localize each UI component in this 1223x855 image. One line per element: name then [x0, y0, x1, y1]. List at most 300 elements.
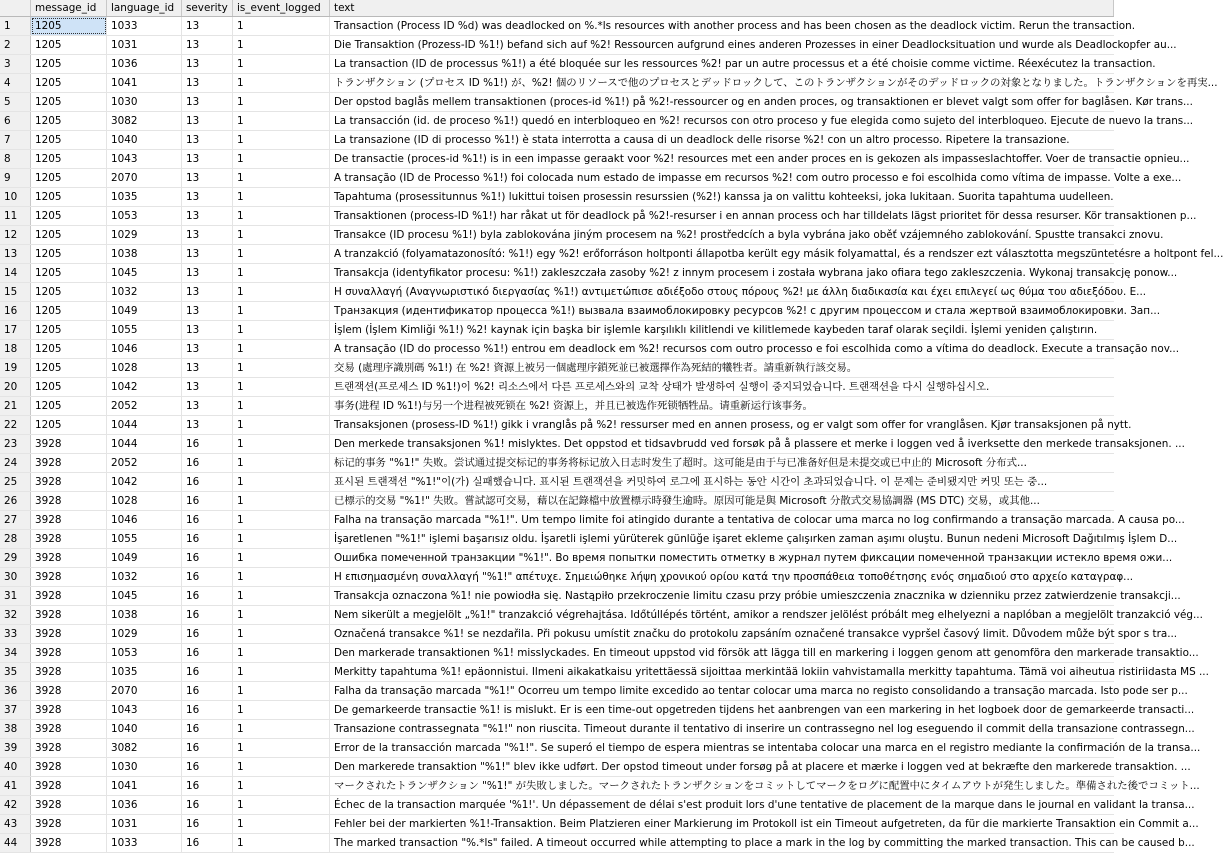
text-cell[interactable]: Транзакция (идентификатор процесса %1!) вызвала взаимоблокировку ресурсов %2! с другим процессом и стала жертвой взаимоблокировки. Зап... — [334, 305, 1161, 317]
message-id-cell[interactable]: 1205 — [31, 245, 107, 263]
row-number[interactable]: 39 — [0, 739, 31, 757]
row-number[interactable]: 11 — [0, 207, 31, 225]
text-cell[interactable]: Η συναλλαγή (Αναγνωριστικό διεργασίας %1!) αντιμετώπισε αδιέξοδο στους πόρους %2! με άλλη διαδικασία και έχει επιλεγεί ως θύμα του αδιεξόδου. Ε... — [334, 286, 1147, 298]
table-row[interactable] — [0, 131, 1114, 150]
table-row[interactable] — [0, 606, 1203, 625]
text-cell[interactable]: マークされたトランザクション "%1!" が失敗しました。マークされたトランザクションをコミットしてマークをログに配置中にタイムアウトが発生しました。準備された後でコミット... — [334, 780, 1200, 792]
text-cell[interactable]: Error de la transacción marcada "%1!". Se superó el tiempo de espera mientras se intentaba colocar una marca en el registro mediante la confirmación de la transa... — [334, 742, 1201, 754]
language-id-cell[interactable]: 1044 — [107, 435, 182, 453]
table-row[interactable] — [0, 397, 1114, 416]
severity-cell[interactable]: 13 — [182, 245, 233, 263]
severity-cell[interactable]: 13 — [182, 283, 233, 301]
severity-cell[interactable]: 16 — [182, 530, 233, 548]
text-cell[interactable]: Falha da transação marcada "%1!" Ocorreu um tempo limite excedido ao tentar colocar uma marca no registo consolidando a transação marcada. Isto pode ser p... — [334, 685, 1188, 697]
message-id-cell[interactable]: 1205 — [31, 93, 107, 111]
language-id-cell[interactable]: 1028 — [107, 359, 182, 377]
severity-cell[interactable]: 13 — [182, 112, 233, 130]
language-id-cell[interactable]: 1046 — [107, 511, 182, 529]
severity-cell[interactable]: 13 — [182, 321, 233, 339]
is-event-logged-cell[interactable]: 1 — [233, 150, 330, 168]
severity-cell[interactable]: 16 — [182, 815, 233, 833]
table-row[interactable] — [0, 549, 1173, 568]
table-row[interactable] — [0, 663, 1209, 682]
severity-cell[interactable]: 16 — [182, 663, 233, 681]
is-event-logged-cell[interactable]: 1 — [233, 796, 330, 814]
table-row[interactable] — [0, 682, 1188, 701]
table-row[interactable] — [0, 834, 1195, 853]
row-number[interactable]: 27 — [0, 511, 31, 529]
table-row[interactable] — [0, 568, 1134, 587]
text-cell[interactable]: A transação (ID de Processo %1!) foi colocada num estado de impasse em recursos %2! com outro processo e foi escolhida como vítima de impasse. Volte a exe... — [334, 172, 1182, 184]
table-row[interactable] — [0, 777, 1200, 796]
row-number[interactable]: 9 — [0, 169, 31, 187]
row-number[interactable]: 3 — [0, 55, 31, 73]
text-cell[interactable]: 事务(进程 ID %1!)与另一个进程被死锁在 %2! 资源上，并且已被选作死锁牺牲品。请重新运行该事务。 — [334, 400, 813, 412]
text-cell[interactable]: De gemarkeerde transactie %1! is mislukt. Er is een time-out opgetreden tijdens het aanbrengen van een markering in het logboek door de gemarkeerde transacti... — [334, 704, 1195, 716]
row-number[interactable]: 30 — [0, 568, 31, 586]
language-id-cell[interactable]: 1045 — [107, 264, 182, 282]
severity-cell[interactable]: 16 — [182, 796, 233, 814]
table-row[interactable] — [0, 378, 1114, 397]
text-cell[interactable]: The marked transaction "%.*ls" failed. A timeout occurred while attempting to place a mark in the log by committing the marked transaction. This can be caused b... — [334, 837, 1195, 849]
row-number[interactable]: 17 — [0, 321, 31, 339]
column-header-is-event-logged[interactable]: is_event_logged — [233, 0, 330, 16]
row-number[interactable]: 22 — [0, 416, 31, 434]
severity-cell[interactable]: 13 — [182, 169, 233, 187]
text-cell[interactable]: La transaction (ID de processus %1!) a été bloquée sur les ressources %2! par un autre processus et a été choisie comme victime. Réexécutez la transaction. — [334, 58, 1156, 70]
severity-cell[interactable]: 13 — [182, 55, 233, 73]
row-number[interactable]: 37 — [0, 701, 31, 719]
message-id-cell[interactable]: 1205 — [31, 226, 107, 244]
text-cell[interactable]: Falha na transação marcada "%1!". Um tempo limite foi atingido durante a tentativa de colocar uma marca no log confirmando a transação marcada. A causa po... — [334, 514, 1185, 526]
is-event-logged-cell[interactable]: 1 — [233, 302, 330, 320]
text-cell[interactable]: 已標示的交易 "%1!" 失敗。嘗試認可交易，藉以在記錄檔中放置標示時發生逾時。原因可能是與 Microsoft 分散式交易協調器 (MS DTC) 交易，或其他... — [334, 495, 1040, 507]
row-number[interactable]: 36 — [0, 682, 31, 700]
message-id-cell[interactable]: 1205 — [31, 283, 107, 301]
language-id-cell[interactable]: 1029 — [107, 226, 182, 244]
row-number[interactable]: 32 — [0, 606, 31, 624]
row-number[interactable]: 25 — [0, 473, 31, 491]
row-number[interactable]: 8 — [0, 150, 31, 168]
text-cell[interactable]: Transakce (ID procesu %1!) byla zablokována jiným procesem na %2! prostředcích a byla vybrána jako oběť vzájemného zablokování. Spustte transakci znovu. — [334, 229, 1164, 241]
is-event-logged-cell[interactable]: 1 — [233, 378, 330, 396]
row-number[interactable]: 6 — [0, 112, 31, 130]
text-cell[interactable]: La transazione (ID di processo %1!) è stata interrotta a causa di un deadlock delle risorse %2! con un altro processo. Ripetere la transazione. — [334, 134, 1070, 146]
severity-cell[interactable]: 16 — [182, 777, 233, 795]
message-id-cell[interactable]: 1205 — [31, 416, 107, 434]
text-cell[interactable]: Transaction (Process ID %d) was deadlocked on %.*ls resources with another process and has been chosen as the deadlock victim. Rerun the transaction. — [334, 20, 1136, 32]
table-row[interactable] — [0, 454, 1114, 473]
language-id-cell[interactable]: 1055 — [107, 530, 182, 548]
text-cell[interactable]: Transazione contrassegnata "%1!" non riuscita. Timeout durante il tentativo di inserire un contrassegno nel log eseguendo il commit della transazione contrassegn... — [334, 723, 1195, 735]
severity-cell[interactable]: 16 — [182, 435, 233, 453]
is-event-logged-cell[interactable]: 1 — [233, 720, 330, 738]
message-id-cell[interactable]: 3928 — [31, 777, 107, 795]
is-event-logged-cell[interactable]: 1 — [233, 625, 330, 643]
text-cell[interactable]: Die Transaktion (Prozess-ID %1!) befand sich auf %2! Ressourcen aufgrund eines anderen Prozesses in einer Deadlocksituation und wurde als Deadlockopfer au... — [334, 39, 1177, 51]
message-id-cell[interactable]: 3928 — [31, 549, 107, 567]
is-event-logged-cell[interactable]: 1 — [233, 416, 330, 434]
table-row[interactable] — [0, 473, 1114, 492]
message-id-cell[interactable]: 1205 — [31, 188, 107, 206]
language-id-cell[interactable]: 1038 — [107, 245, 182, 263]
message-id-cell[interactable]: 3928 — [31, 644, 107, 662]
language-id-cell[interactable]: 1033 — [107, 17, 182, 35]
severity-cell[interactable]: 13 — [182, 340, 233, 358]
message-id-cell[interactable]: 1205 — [31, 169, 107, 187]
column-header-severity[interactable]: severity — [182, 0, 233, 16]
message-id-cell[interactable]: 3928 — [31, 606, 107, 624]
severity-cell[interactable]: 13 — [182, 17, 233, 35]
column-header-text[interactable]: text — [330, 0, 1114, 16]
table-row[interactable] — [0, 112, 1194, 131]
row-number[interactable]: 19 — [0, 359, 31, 377]
row-number[interactable]: 28 — [0, 530, 31, 548]
is-event-logged-cell[interactable]: 1 — [233, 321, 330, 339]
is-event-logged-cell[interactable]: 1 — [233, 207, 330, 225]
message-id-cell[interactable]: 1205 — [31, 112, 107, 130]
is-event-logged-cell[interactable]: 1 — [233, 283, 330, 301]
row-number[interactable]: 14 — [0, 264, 31, 282]
is-event-logged-cell[interactable]: 1 — [233, 682, 330, 700]
is-event-logged-cell[interactable]: 1 — [233, 340, 330, 358]
row-number[interactable]: 26 — [0, 492, 31, 510]
message-id-cell[interactable]: 3928 — [31, 834, 107, 852]
text-cell[interactable]: 트랜잭션(프로세스 ID %1!)이 %2! 리소스에서 다른 프로세스와의 교착 상태가 발생하여 실행이 중지되었습니다. 트랜잭션을 다시 실행하십시오. — [334, 381, 990, 393]
is-event-logged-cell[interactable]: 1 — [233, 264, 330, 282]
message-id-cell[interactable]: 1205 — [31, 397, 107, 415]
language-id-cell[interactable]: 1036 — [107, 796, 182, 814]
severity-cell[interactable]: 16 — [182, 606, 233, 624]
severity-cell[interactable]: 16 — [182, 834, 233, 852]
severity-cell[interactable]: 13 — [182, 131, 233, 149]
is-event-logged-cell[interactable]: 1 — [233, 492, 330, 510]
text-cell[interactable]: Tapahtuma (prosessitunnus %1!) lukittui toisen prosessin resurssien (%2!) kanssa ja on valittu kohteeksi, joka lukitaan. Suorita tapahtuma uudelleen. — [334, 191, 1114, 203]
severity-cell[interactable]: 13 — [182, 264, 233, 282]
message-id-cell[interactable]: 3928 — [31, 739, 107, 757]
is-event-logged-cell[interactable]: 1 — [233, 226, 330, 244]
language-id-cell[interactable]: 1040 — [107, 131, 182, 149]
severity-cell[interactable]: 16 — [182, 701, 233, 719]
message-id-cell[interactable]: 3928 — [31, 720, 107, 738]
severity-cell[interactable]: 16 — [182, 511, 233, 529]
message-id-cell[interactable]: 3928 — [31, 511, 107, 529]
text-cell[interactable]: İşlem (İşlem Kimliği %1!) %2! kaynak için başka bir işlemle karşılıklı kilitlendi ve kilitlemede kaybeden taraf olarak seçildi. İşlemi yeniden çalıştırın. — [334, 324, 1098, 336]
message-id-cell[interactable]: 1205 — [31, 150, 107, 168]
row-number[interactable]: 33 — [0, 625, 31, 643]
message-id-cell[interactable]: 3928 — [31, 701, 107, 719]
message-id-cell[interactable]: 3928 — [31, 473, 107, 491]
row-number[interactable]: 34 — [0, 644, 31, 662]
language-id-cell[interactable]: 1046 — [107, 340, 182, 358]
is-event-logged-cell[interactable]: 1 — [233, 568, 330, 586]
message-id-cell[interactable]: 1205 — [31, 55, 107, 73]
row-number[interactable]: 5 — [0, 93, 31, 111]
language-id-cell[interactable]: 2052 — [107, 397, 182, 415]
is-event-logged-cell[interactable]: 1 — [233, 245, 330, 263]
is-event-logged-cell[interactable]: 1 — [233, 169, 330, 187]
text-cell[interactable]: トランザクション (プロセス ID %1!) が、%2! 個のリソースで他のプロセスとデッドロックして、このトランザクションがそのデッドロックの対象となりました。トランザクションを再実... — [334, 77, 1218, 89]
row-number[interactable]: 24 — [0, 454, 31, 472]
text-cell[interactable]: 标记的事务 "%1!" 失败。尝试通过提交标记的事务将标记放入日志时发生了超时。这可能是由于与已准备好但是未提交或已中止的 Microsoft 分布式... — [334, 457, 1027, 469]
message-id-cell[interactable]: 3928 — [31, 815, 107, 833]
language-id-cell[interactable]: 1049 — [107, 549, 182, 567]
table-row[interactable] — [0, 188, 1114, 207]
is-event-logged-cell[interactable]: 1 — [233, 606, 330, 624]
table-row[interactable] — [0, 796, 1195, 815]
is-event-logged-cell[interactable]: 1 — [233, 17, 330, 35]
column-header-language-id[interactable]: language_id — [107, 0, 182, 16]
severity-cell[interactable]: 16 — [182, 549, 233, 567]
language-id-cell[interactable]: 1043 — [107, 701, 182, 719]
severity-cell[interactable]: 16 — [182, 454, 233, 472]
severity-cell[interactable]: 16 — [182, 682, 233, 700]
severity-cell[interactable]: 13 — [182, 93, 233, 111]
table-row[interactable] — [0, 701, 1195, 720]
is-event-logged-cell[interactable]: 1 — [233, 815, 330, 833]
language-id-cell[interactable]: 1053 — [107, 207, 182, 225]
language-id-cell[interactable]: 2070 — [107, 169, 182, 187]
table-row[interactable] — [0, 492, 1114, 511]
column-header-message-id[interactable]: message_id — [31, 0, 107, 16]
language-id-cell[interactable]: 1053 — [107, 644, 182, 662]
row-number[interactable]: 35 — [0, 663, 31, 681]
message-id-cell[interactable]: 1205 — [31, 74, 107, 92]
severity-cell[interactable]: 16 — [182, 492, 233, 510]
table-row[interactable] — [0, 625, 1178, 644]
is-event-logged-cell[interactable]: 1 — [233, 93, 330, 111]
table-row[interactable] — [0, 36, 1177, 55]
text-cell[interactable]: Échec de la transaction marquée '%1!'. Un dépassement de délai s'est produit lors d'une tentative de placement de la marque dans le journal en validant la transa... — [334, 799, 1195, 811]
is-event-logged-cell[interactable]: 1 — [233, 36, 330, 54]
language-id-cell[interactable]: 1045 — [107, 587, 182, 605]
severity-cell[interactable]: 16 — [182, 720, 233, 738]
table-row[interactable] — [0, 758, 1191, 777]
is-event-logged-cell[interactable]: 1 — [233, 739, 330, 757]
table-row[interactable] — [0, 17, 1136, 36]
row-number[interactable]: 13 — [0, 245, 31, 263]
table-row[interactable] — [0, 416, 1132, 435]
language-id-cell[interactable]: 1041 — [107, 777, 182, 795]
table-row[interactable] — [0, 283, 1147, 302]
message-id-cell[interactable]: 3928 — [31, 568, 107, 586]
text-cell[interactable]: Transakcja (identyfikator procesu: %1!) zakleszczała zasoby %2! z innym procesem i została wybrana jako ofiara tego zakleszczenia. Wykonaj transakcję ponow... — [334, 267, 1178, 279]
is-event-logged-cell[interactable]: 1 — [233, 511, 330, 529]
text-cell[interactable]: Fehler bei der markierten %1!-Transaktion. Beim Platzieren einer Markierung im Protokoll ist ein Timeout aufgetreten, da für die markierte Transaktion ein Commit a... — [334, 818, 1199, 830]
table-row[interactable] — [0, 720, 1195, 739]
is-event-logged-cell[interactable]: 1 — [233, 359, 330, 377]
is-event-logged-cell[interactable]: 1 — [233, 112, 330, 130]
text-cell[interactable]: 交易 (處理序識別碼 %1!) 在 %2! 資源上被另一個處理序鎖死並已被選擇作為死結的犧牲者。請重新執行該交易。 — [334, 362, 858, 374]
severity-cell[interactable]: 13 — [182, 150, 233, 168]
language-id-cell[interactable]: 3082 — [107, 739, 182, 757]
language-id-cell[interactable]: 1033 — [107, 834, 182, 852]
text-cell[interactable]: Nem sikerült a megjelölt „%1!" tranzakció végrehajtása. Időtúllépés történt, amikor a rendszer jelölést próbált meg elhelyezni a naplóban a megjelölt tranzakció vég... — [334, 609, 1203, 621]
table-row[interactable] — [0, 359, 1114, 378]
is-event-logged-cell[interactable]: 1 — [233, 435, 330, 453]
language-id-cell[interactable]: 1029 — [107, 625, 182, 643]
row-number[interactable]: 23 — [0, 435, 31, 453]
severity-cell[interactable]: 13 — [182, 378, 233, 396]
table-row[interactable] — [0, 245, 1223, 264]
language-id-cell[interactable]: 1035 — [107, 188, 182, 206]
severity-cell[interactable]: 16 — [182, 644, 233, 662]
row-number[interactable]: 20 — [0, 378, 31, 396]
language-id-cell[interactable]: 1031 — [107, 36, 182, 54]
is-event-logged-cell[interactable]: 1 — [233, 530, 330, 548]
text-cell[interactable]: Transaktionen (process-ID %1!) har råkat ut för deadlock på %2!-resurser i en annan process och har tilldelats lägst prioritet för dessa resurser. Kör transaktionen p... — [334, 210, 1197, 222]
language-id-cell[interactable]: 1028 — [107, 492, 182, 510]
message-id-cell[interactable]: 3928 — [31, 587, 107, 605]
message-id-cell[interactable]: 1205 — [31, 359, 107, 377]
row-number[interactable]: 1 — [0, 17, 31, 35]
is-event-logged-cell[interactable]: 1 — [233, 188, 330, 206]
message-id-cell[interactable]: 1205 — [31, 207, 107, 225]
text-cell[interactable]: Der opstod baglås mellem transaktionen (proces-id %1!) på %2!-ressourcer og en anden proces, og transaktionen er blevet valgt som offer for baglåsen. Kør trans... — [334, 96, 1193, 108]
row-number[interactable]: 29 — [0, 549, 31, 567]
message-id-cell[interactable]: 3928 — [31, 758, 107, 776]
language-id-cell[interactable]: 1049 — [107, 302, 182, 320]
text-cell[interactable]: Den markerade transaktionen %1! misslyckades. En timeout uppstod vid försök att lägga till en markering i loggen genom att genomföra den markerade transaktio... — [334, 647, 1199, 659]
table-row[interactable] — [0, 340, 1179, 359]
row-number[interactable]: 21 — [0, 397, 31, 415]
language-id-cell[interactable]: 1032 — [107, 568, 182, 586]
is-event-logged-cell[interactable]: 1 — [233, 701, 330, 719]
language-id-cell[interactable]: 3082 — [107, 112, 182, 130]
table-row[interactable] — [0, 150, 1190, 169]
severity-cell[interactable]: 16 — [182, 568, 233, 586]
message-id-cell[interactable]: 3928 — [31, 435, 107, 453]
text-cell[interactable]: Transaksjonen (prosess-ID %1!) gikk i vranglås på %2! ressurser med en annen prosess, og er valgt som offer for vranglåsen. Kjør transaksjonen på nytt. — [334, 419, 1132, 431]
table-row[interactable] — [0, 226, 1164, 245]
language-id-cell[interactable]: 2070 — [107, 682, 182, 700]
language-id-cell[interactable]: 1031 — [107, 815, 182, 833]
severity-cell[interactable]: 16 — [182, 625, 233, 643]
table-row[interactable] — [0, 644, 1199, 663]
severity-cell[interactable]: 16 — [182, 758, 233, 776]
severity-cell[interactable]: 13 — [182, 188, 233, 206]
message-id-cell[interactable]: 1205 — [31, 378, 107, 396]
table-row[interactable] — [0, 321, 1114, 340]
is-event-logged-cell[interactable]: 1 — [233, 74, 330, 92]
is-event-logged-cell[interactable]: 1 — [233, 587, 330, 605]
language-id-cell[interactable]: 1030 — [107, 93, 182, 111]
is-event-logged-cell[interactable]: 1 — [233, 663, 330, 681]
row-number[interactable]: 44 — [0, 834, 31, 852]
row-number[interactable]: 41 — [0, 777, 31, 795]
message-id-cell[interactable]: 1205 — [31, 302, 107, 320]
severity-cell[interactable]: 13 — [182, 207, 233, 225]
text-cell[interactable]: Označená transakce %1! se nezdařila. Při pokusu umístit značku do protokolu zapsáním označené transakce vypršel časový limit. Důvodem může být spor s tra... — [334, 628, 1178, 640]
language-id-cell[interactable]: 1030 — [107, 758, 182, 776]
is-event-logged-cell[interactable]: 1 — [233, 777, 330, 795]
is-event-logged-cell[interactable]: 1 — [233, 131, 330, 149]
is-event-logged-cell[interactable]: 1 — [233, 834, 330, 852]
row-number[interactable]: 42 — [0, 796, 31, 814]
table-row[interactable] — [0, 530, 1178, 549]
table-row[interactable] — [0, 587, 1181, 606]
is-event-logged-cell[interactable]: 1 — [233, 473, 330, 491]
language-id-cell[interactable]: 1038 — [107, 606, 182, 624]
row-number[interactable]: 18 — [0, 340, 31, 358]
message-id-cell[interactable]: 1205 — [31, 340, 107, 358]
language-id-cell[interactable]: 1055 — [107, 321, 182, 339]
message-id-cell[interactable]: 3928 — [31, 625, 107, 643]
message-id-cell[interactable]: 3928 — [31, 492, 107, 510]
message-id-cell[interactable]: 1205 — [31, 321, 107, 339]
message-id-cell[interactable]: 3928 — [31, 454, 107, 472]
corner-header[interactable] — [0, 0, 31, 16]
message-id-cell[interactable]: 1205 — [31, 36, 107, 54]
text-cell[interactable]: Ошибка помеченной транзакции "%1!". Во время попытки поместить отметку в журнал путем фиксации помеченной транзакции истекло время ожи... — [334, 552, 1173, 564]
is-event-logged-cell[interactable]: 1 — [233, 758, 330, 776]
severity-cell[interactable]: 13 — [182, 226, 233, 244]
language-id-cell[interactable]: 1043 — [107, 150, 182, 168]
severity-cell[interactable]: 13 — [182, 359, 233, 377]
table-row[interactable] — [0, 55, 1156, 74]
language-id-cell[interactable]: 1041 — [107, 74, 182, 92]
severity-cell[interactable]: 13 — [182, 36, 233, 54]
language-id-cell[interactable]: 1042 — [107, 473, 182, 491]
text-cell[interactable]: Den merkede transaksjonen %1! mislyktes. Det oppstod et tidsavbrudd ved forsøk på å plassere et merke i loggen ved å iverksette den merkede transaksjonen. ... — [334, 438, 1185, 450]
row-number[interactable]: 10 — [0, 188, 31, 206]
severity-cell[interactable]: 13 — [182, 416, 233, 434]
language-id-cell[interactable]: 1035 — [107, 663, 182, 681]
severity-cell[interactable]: 13 — [182, 302, 233, 320]
severity-cell[interactable]: 16 — [182, 739, 233, 757]
row-number[interactable]: 12 — [0, 226, 31, 244]
severity-cell[interactable]: 13 — [182, 74, 233, 92]
row-number[interactable]: 43 — [0, 815, 31, 833]
text-cell[interactable]: Merkitty tapahtuma %1! epäonnistui. Ilmeni aikakatkaisu yritettäessä sijoittaa merkintää lokiin vahvistamalla merkitty tapahtuma. Tämä voi aiheutua ristiriidasta MS ... — [334, 666, 1209, 678]
table-row[interactable] — [0, 815, 1199, 834]
row-number[interactable]: 4 — [0, 74, 31, 92]
text-cell[interactable]: Transakcja oznaczona %1! nie powiodła się. Nastąpiło przekroczenie limitu czasu przy próbie umieszczenia znacznika w dzienniku przez zatwierdzenie transakcji... — [334, 590, 1181, 602]
is-event-logged-cell[interactable]: 1 — [233, 55, 330, 73]
row-number[interactable]: 40 — [0, 758, 31, 776]
message-id-cell[interactable]: 1205 — [31, 131, 107, 149]
is-event-logged-cell[interactable]: 1 — [233, 454, 330, 472]
severity-cell[interactable]: 16 — [182, 587, 233, 605]
message-id-cell[interactable]: 3928 — [31, 663, 107, 681]
table-row[interactable] — [0, 74, 1218, 93]
table-row[interactable] — [0, 264, 1178, 283]
message-id-cell[interactable]: 1205 — [31, 17, 107, 35]
row-number[interactable]: 16 — [0, 302, 31, 320]
table-row[interactable] — [0, 207, 1197, 226]
table-row[interactable] — [0, 511, 1185, 530]
language-id-cell[interactable]: 1032 — [107, 283, 182, 301]
text-cell[interactable]: La transacción (id. de proceso %1!) quedó en interbloqueo en %2! recursos con otro proceso y fue elegida como sujeto del interbloqueo. Ejecute de nuevo la trans... — [334, 115, 1194, 127]
language-id-cell[interactable]: 1044 — [107, 416, 182, 434]
row-number[interactable]: 38 — [0, 720, 31, 738]
table-row[interactable] — [0, 169, 1182, 188]
row-number[interactable]: 7 — [0, 131, 31, 149]
table-row[interactable] — [0, 739, 1201, 758]
language-id-cell[interactable]: 1042 — [107, 378, 182, 396]
is-event-logged-cell[interactable]: 1 — [233, 549, 330, 567]
row-number[interactable]: 31 — [0, 587, 31, 605]
table-row[interactable] — [0, 435, 1185, 454]
row-number[interactable]: 15 — [0, 283, 31, 301]
text-cell[interactable]: İşaretlenen "%1!" işlemi başarısız oldu. İşaretli işlemi yürüterek günlüğe işaret ekleme çalışırken zaman aşımı oluştu. Bunun nedeni Microsoft Dağıtılmış İşlem D... — [334, 533, 1178, 545]
table-row[interactable] — [0, 93, 1193, 112]
language-id-cell[interactable]: 2052 — [107, 454, 182, 472]
severity-cell[interactable]: 13 — [182, 397, 233, 415]
text-cell[interactable]: 표시된 트랜잭션 "%1!"이(가) 실패했습니다. 표시된 트랜잭션을 커밋하여 로그에 표시하는 동안 시간이 초과되었습니다. 이 문제는 준비됐지만 커밋 또는 중... — [334, 476, 1048, 488]
message-id-cell[interactable]: 3928 — [31, 530, 107, 548]
table-row[interactable] — [0, 302, 1161, 321]
